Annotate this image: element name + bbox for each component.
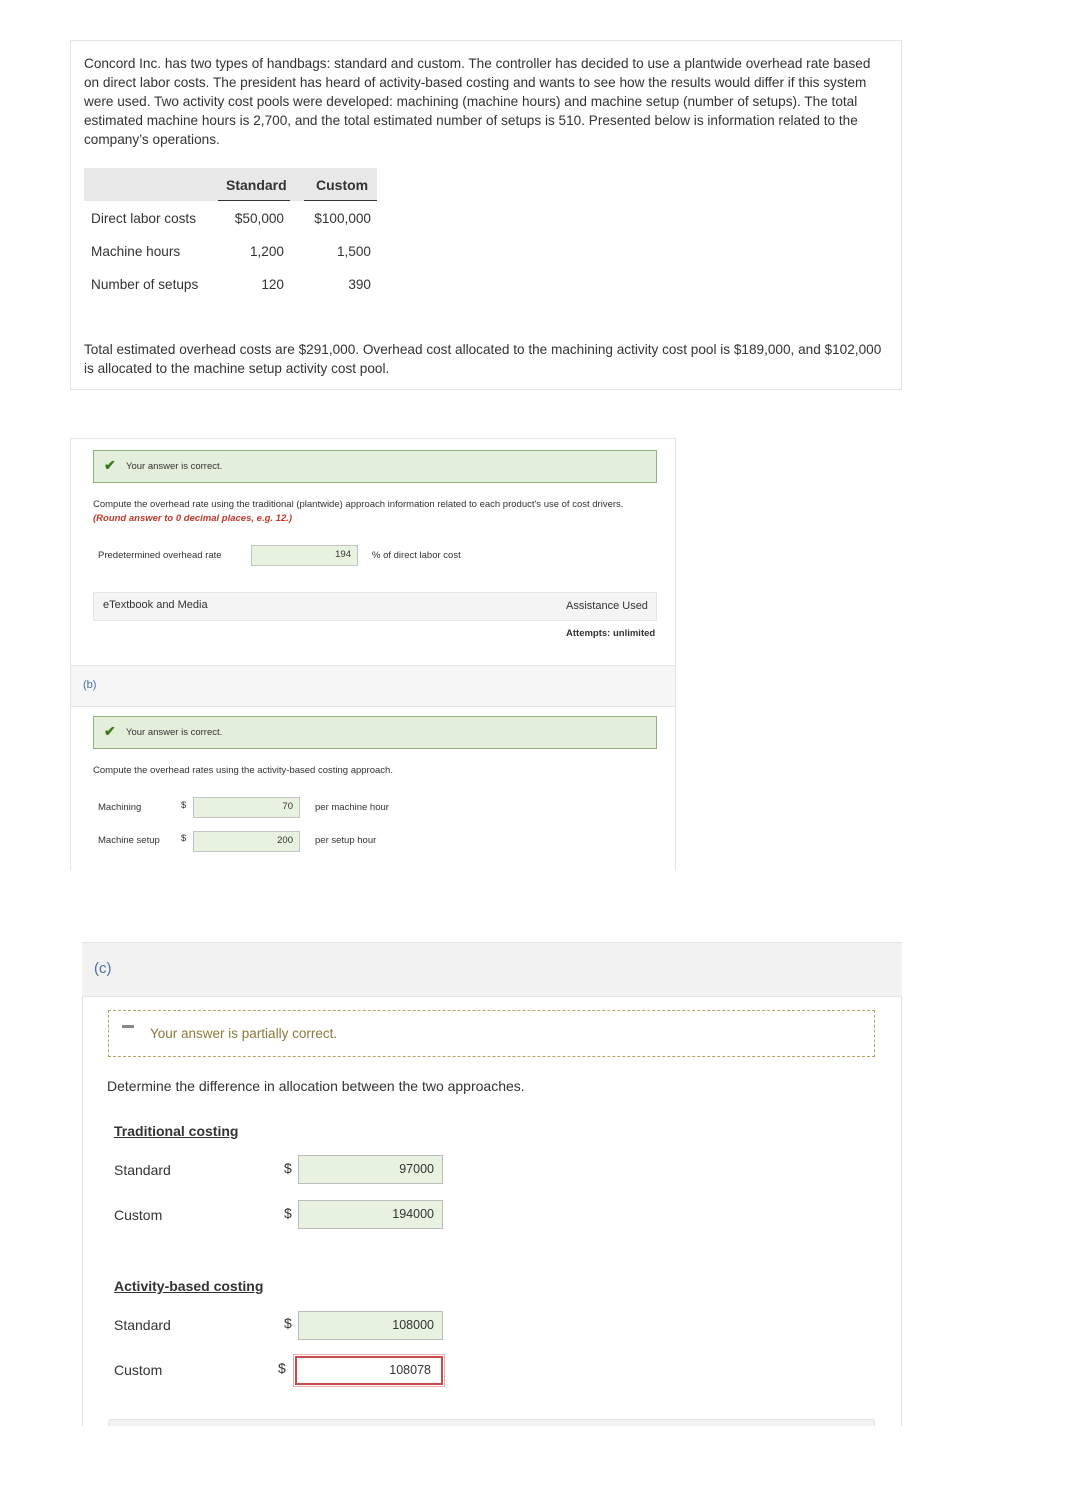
abc-standard-label: Standard bbox=[114, 1317, 171, 1333]
part-a-instruction: Compute the overhead rate using the traditional (plantwide) approach information related to each product's use of cost drivers. bbox=[93, 499, 624, 510]
cell-standard-setups: 120 bbox=[261, 277, 284, 292]
part-c-status-text: Your answer is partially correct. bbox=[150, 1026, 338, 1041]
abc-standard-input[interactable]: 108000 bbox=[298, 1311, 443, 1340]
traditional-custom-input[interactable]: 194000 bbox=[298, 1200, 443, 1229]
assistance-used-label: Assistance Used bbox=[566, 600, 648, 612]
abc-costing-heading: Activity-based costing bbox=[114, 1278, 264, 1294]
header-underline bbox=[218, 200, 290, 201]
row-label-direct-labor: Direct labor costs bbox=[91, 211, 197, 226]
machine-setup-label: Machine setup bbox=[98, 835, 160, 846]
row-label-machine-hours: Machine hours bbox=[91, 244, 181, 259]
abc-custom-label: Custom bbox=[114, 1362, 163, 1378]
header-underline bbox=[304, 200, 377, 201]
next-panel-edge bbox=[108, 1419, 875, 1426]
abc-custom-input[interactable]: 108078 bbox=[295, 1356, 443, 1385]
part-b-instruction: Compute the overhead rates using the activity-based costing approach. bbox=[93, 765, 393, 776]
part-c-instruction: Determine the difference in allocation between the two approaches. bbox=[107, 1078, 525, 1094]
machining-currency: $ bbox=[181, 800, 187, 811]
traditional-custom-label: Custom bbox=[114, 1207, 163, 1223]
traditional-standard-currency: $ bbox=[284, 1160, 292, 1176]
traditional-standard-input[interactable]: 97000 bbox=[298, 1155, 443, 1184]
cell-custom-setups: 390 bbox=[348, 277, 371, 292]
cell-standard-machine-hours: 1,200 bbox=[249, 244, 284, 259]
predetermined-rate-input[interactable]: 194 bbox=[251, 545, 358, 566]
problem-text-overhead: Total estimated overhead costs are $291,000. Overhead cost allocated to the machining activity cost pool is $189,000, and $102,000 is allocated to the machine setup activity cost pool. bbox=[84, 342, 882, 376]
abc-standard-currency: $ bbox=[284, 1315, 292, 1331]
col-header-custom: Custom bbox=[316, 177, 369, 193]
machining-label: Machining bbox=[98, 802, 142, 813]
traditional-custom-currency: $ bbox=[284, 1205, 292, 1221]
checkmark-icon: ✔ bbox=[104, 723, 116, 739]
part-c-label: (c) bbox=[94, 960, 112, 977]
attempts-label: Attempts: unlimited bbox=[566, 628, 656, 639]
machining-rate-input[interactable]: 70 bbox=[193, 797, 300, 818]
problem-text: Concord Inc. has two types of handbags: standard and custom. The controller has decided to use a plantwide overhead rate based on direct labor costs. The president has heard of activity-based costing and wants to see how the results would differ if this system were used. Two activity cost pools were developed: machining (machine hours) and machine setup (number of setups). The total estimated machine hours is 2,700, and the total estimated number of setups is 510. Presented below is information related to the company’s operations. bbox=[84, 56, 871, 147]
traditional-standard-label: Standard bbox=[114, 1162, 171, 1178]
etextbook-link[interactable]: eTextbook and Media bbox=[103, 599, 208, 611]
cell-custom-machine-hours: 1,500 bbox=[336, 244, 371, 259]
col-header-standard: Standard bbox=[226, 177, 287, 193]
predetermined-rate-unit: % of direct labor cost bbox=[372, 550, 461, 561]
part-b-status-text: Your answer is correct. bbox=[126, 727, 223, 738]
machine-setup-unit: per setup hour bbox=[315, 835, 377, 846]
predetermined-rate-label: Predetermined overhead rate bbox=[98, 550, 222, 561]
machine-setup-rate-input[interactable]: 200 bbox=[193, 831, 300, 852]
abc-custom-currency: $ bbox=[278, 1360, 286, 1376]
machining-unit: per machine hour bbox=[315, 802, 389, 813]
part-a-rounding-note: (Round answer to 0 decimal places, e.g. 12.) bbox=[93, 513, 293, 524]
part-a-status-text: Your answer is correct. bbox=[126, 461, 223, 472]
part-b-label: (b) bbox=[83, 679, 97, 691]
part-c-header bbox=[82, 942, 902, 997]
partial-dash-icon bbox=[122, 1025, 134, 1028]
traditional-costing-heading: Traditional costing bbox=[114, 1123, 239, 1139]
part-b-header bbox=[71, 665, 675, 707]
row-label-setups: Number of setups bbox=[91, 277, 199, 292]
cell-standard-direct-labor: $50,000 bbox=[234, 211, 284, 226]
cell-custom-direct-labor: $100,000 bbox=[314, 211, 371, 226]
checkmark-icon: ✔ bbox=[104, 457, 116, 473]
machine-setup-currency: $ bbox=[181, 833, 187, 844]
